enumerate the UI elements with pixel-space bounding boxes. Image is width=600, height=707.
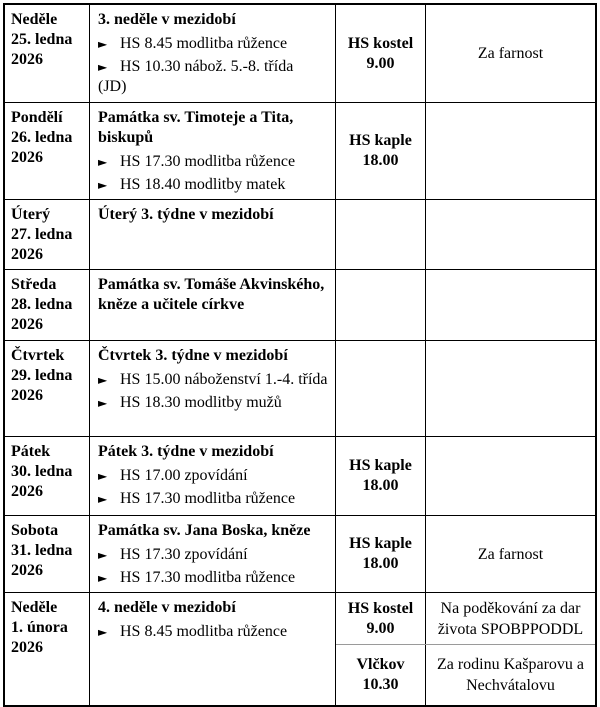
item-text: (JD) (98, 78, 127, 95)
day-label: Neděle (11, 11, 58, 28)
item-text: HS 18.40 modlitby matek (120, 176, 286, 193)
description-cell (90, 341, 336, 436)
year-label: 2026 (11, 562, 43, 579)
date-cell (5, 103, 90, 199)
bullet-arrow-icon: ► (98, 155, 108, 169)
bullet-arrow-icon: ► (98, 571, 108, 585)
description-cell (90, 200, 336, 269)
schedule-row (5, 5, 595, 102)
intention-cell (426, 645, 595, 705)
description-cell (90, 270, 336, 340)
year-label: 2026 (11, 316, 43, 333)
place-time-cell (336, 341, 426, 436)
item-text: HS 15.00 náboženství 1.-4. třída (120, 371, 328, 388)
schedule-row (5, 592, 595, 705)
place-time-cell (336, 200, 426, 269)
place-time-cell (336, 103, 426, 199)
item-text: HS 17.30 zpovídání (120, 546, 248, 563)
parish-schedule-table (3, 3, 597, 707)
day-label: Pátek (11, 443, 51, 460)
schedule-item (98, 622, 333, 642)
schedule-item (98, 545, 333, 565)
date-cell (5, 341, 90, 436)
service-row (336, 103, 595, 199)
schedule-item (98, 57, 333, 77)
feast-title: 4. neděle v mezidobí (98, 599, 236, 616)
place-time-cell (336, 516, 426, 592)
day-label: Neděle (11, 599, 58, 616)
schedule-item (98, 152, 333, 172)
time-label: 18.00 (362, 555, 399, 572)
intention-cell (426, 341, 595, 436)
feast-title: Památka sv. Tomáše Akvinského, kněze a učitele církve (98, 276, 325, 313)
schedule-item (98, 77, 333, 97)
schedule-item (98, 466, 333, 486)
bullet-arrow-icon: ► (98, 492, 108, 506)
bullet-arrow-icon: ► (98, 396, 108, 410)
date-cell (5, 516, 90, 592)
service-row (336, 341, 595, 436)
place-label: HS kaple (349, 535, 412, 552)
day-label: Sobota (11, 522, 59, 539)
place-label: HS kaple (349, 132, 412, 149)
schedule-item (98, 393, 333, 413)
services-column (336, 593, 595, 705)
services-column (336, 103, 595, 199)
schedule-row (5, 436, 595, 515)
year-label: 2026 (11, 246, 43, 263)
intention-cell (426, 5, 595, 102)
item-text: HS 17.00 zpovídání (120, 467, 248, 484)
intention-text: Na poděkování za dar života SPOBPPODDL (437, 599, 584, 638)
services-column (336, 437, 595, 515)
intention-text: Za farnost (477, 45, 544, 62)
bullet-arrow-icon: ► (98, 548, 108, 562)
day-label: Úterý (11, 206, 51, 223)
place-label: HS kaple (349, 457, 412, 474)
services-column (336, 270, 595, 340)
description-cell (90, 5, 336, 102)
date-cell (5, 5, 90, 102)
place-time-cell (336, 270, 426, 340)
service-row (336, 593, 595, 644)
bullet-arrow-icon: ► (98, 625, 108, 639)
day-label: Čtvrtek (11, 347, 65, 364)
description-cell (90, 516, 336, 592)
schedule-item (98, 34, 333, 54)
schedule-row (5, 199, 595, 269)
schedule-item (98, 175, 333, 195)
schedule-item (98, 370, 333, 390)
intention-text: Za rodinu Kašparovu a Nechvátalovu (436, 656, 585, 694)
time-label: 10.30 (362, 676, 399, 693)
place-time-cell (336, 645, 426, 705)
place-label: HS kostel (347, 34, 414, 52)
item-text: HS 17.30 modlitba růžence (120, 153, 296, 170)
feast-title: Pátek 3. týdne v mezidobí (98, 443, 274, 460)
date-label: 30. ledna (11, 463, 73, 480)
feast-title: 3. neděle v mezidobí (98, 11, 236, 28)
schedule-row (5, 515, 595, 592)
place-time-cell (336, 437, 426, 515)
services-column (336, 200, 595, 269)
date-label: 25. ledna (11, 31, 73, 48)
description-cell (90, 103, 336, 199)
item-text: HS 8.45 modlitba růžence (120, 35, 288, 52)
intention-cell (426, 516, 595, 592)
intention-cell (426, 200, 595, 269)
bullet-arrow-icon: ► (98, 178, 108, 192)
intention-cell (426, 270, 595, 340)
intention-cell (426, 103, 595, 199)
date-label: 1. února (11, 619, 68, 636)
schedule-item (98, 568, 333, 588)
item-text: HS 8.45 modlitba růžence (120, 623, 288, 640)
service-row (336, 270, 595, 340)
intention-text: Za farnost (477, 545, 544, 563)
year-label: 2026 (11, 483, 43, 500)
item-text: HS 17.30 modlitba růžence (120, 569, 296, 586)
service-row (336, 644, 595, 705)
day-label: Středa (11, 276, 57, 293)
date-cell (5, 437, 90, 515)
time-label: 18.00 (362, 152, 399, 169)
year-label: 2026 (11, 387, 43, 404)
place-time-cell (336, 593, 426, 644)
year-label: 2026 (11, 639, 43, 656)
service-row (336, 200, 595, 269)
day-label: Pondělí (11, 109, 63, 126)
feast-title: Památka sv. Timoteje a Tita, biskupů (98, 109, 294, 146)
date-label: 29. ledna (11, 367, 73, 384)
bullet-arrow-icon: ► (98, 37, 108, 51)
service-row (336, 516, 595, 592)
services-column (336, 5, 595, 102)
date-cell (5, 270, 90, 340)
year-label: 2026 (11, 149, 43, 166)
schedule-row (5, 102, 595, 199)
date-label: 27. ledna (11, 226, 73, 243)
place-time-cell (336, 5, 426, 102)
date-cell (5, 200, 90, 269)
item-text: HS 10.30 nábož. 5.-8. třída (120, 58, 294, 75)
description-cell (90, 593, 336, 705)
intention-cell (426, 593, 595, 644)
service-row (336, 5, 595, 102)
schedule-item (98, 489, 333, 509)
item-text: HS 17.30 modlitba růžence (120, 490, 296, 507)
date-label: 26. ledna (11, 129, 73, 146)
time-label: 18.00 (362, 477, 399, 494)
schedule-row (5, 340, 595, 436)
date-label: 31. ledna (11, 542, 73, 559)
place-label: Vlčkov (356, 656, 405, 673)
time-label: 9.00 (366, 54, 395, 72)
feast-title: Úterý 3. týdne v mezidobí (98, 206, 274, 223)
place-label: HS kostel (347, 599, 414, 617)
item-text: HS 18.30 modlitby mužů (120, 394, 282, 411)
bullet-arrow-icon: ► (98, 60, 108, 74)
bullet-arrow-icon: ► (98, 373, 108, 387)
date-label: 28. ledna (11, 296, 73, 313)
time-label: 9.00 (366, 619, 395, 637)
year-label: 2026 (11, 51, 43, 68)
schedule-row (5, 269, 595, 340)
bullet-arrow-icon: ► (98, 469, 108, 483)
services-column (336, 516, 595, 592)
date-cell (5, 593, 90, 705)
intention-cell (426, 437, 595, 515)
description-cell (90, 437, 336, 515)
service-row (336, 437, 595, 515)
feast-title: Památka sv. Jana Boska, kněze (98, 522, 311, 539)
services-column (336, 341, 595, 436)
feast-title: Čtvrtek 3. týdne v mezidobí (98, 347, 288, 364)
